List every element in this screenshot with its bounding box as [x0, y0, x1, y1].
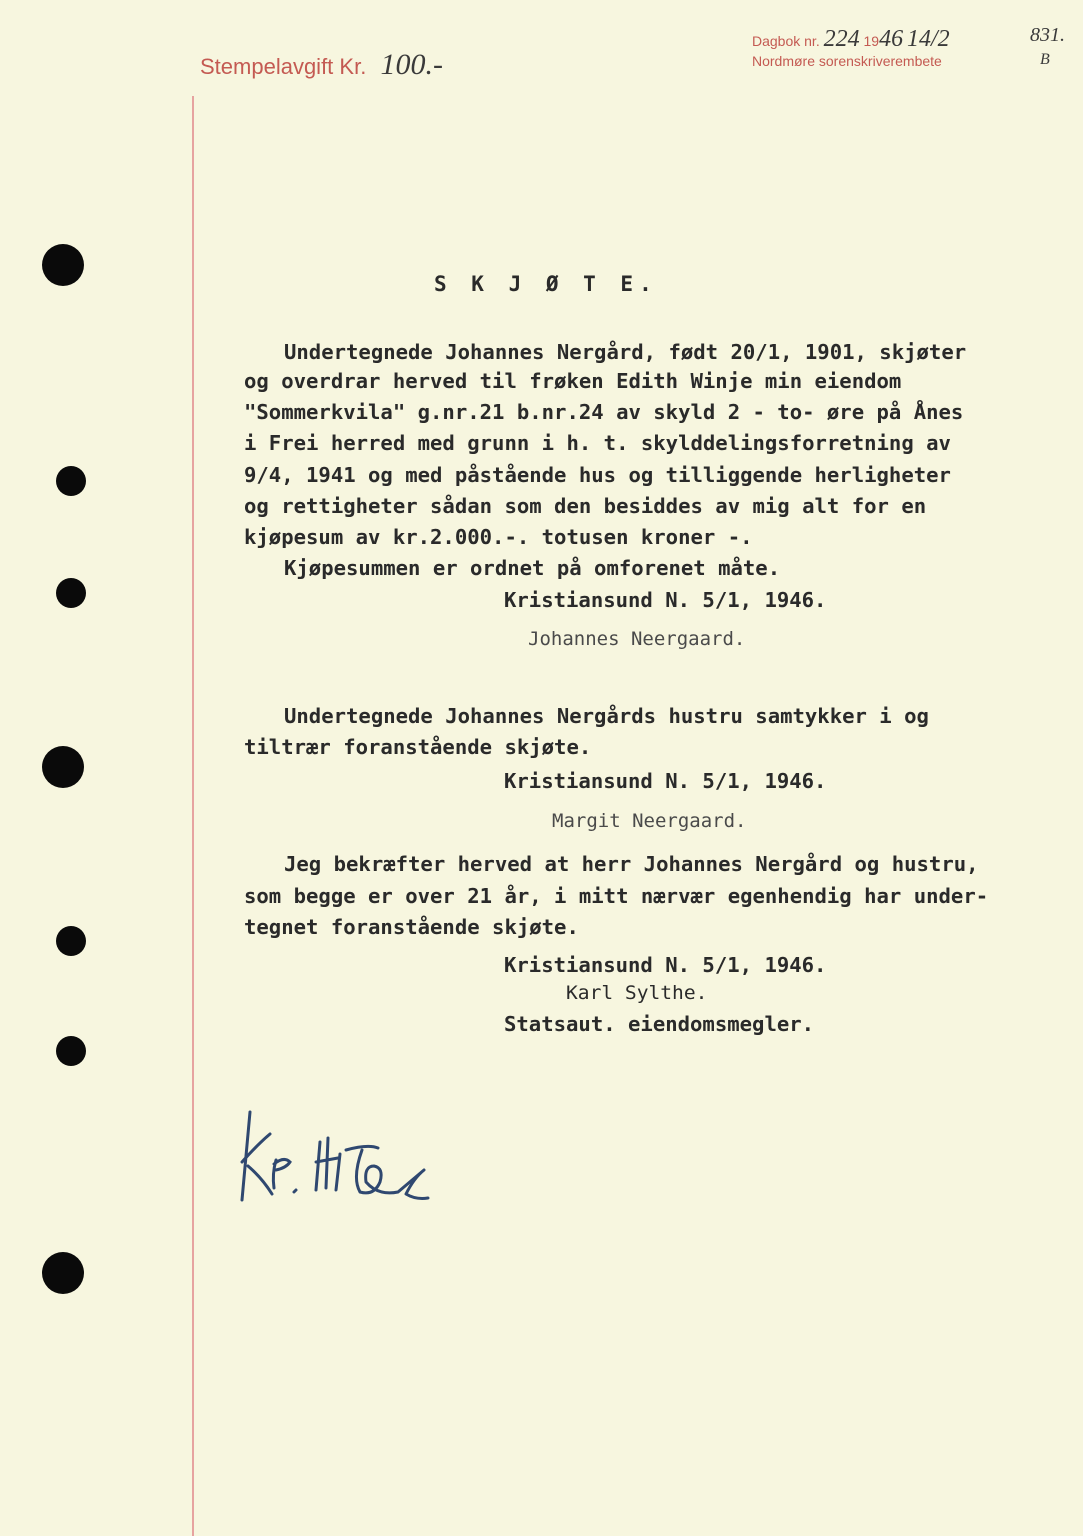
place-date: Kristiansund N. 5/1, 1946.	[504, 953, 827, 977]
text-line: 9/4, 1941 og med påstående hus og tilliggende herligheter	[244, 463, 951, 487]
stamp-duty-label: Stempelavgift Kr.	[200, 54, 367, 79]
stamp-duty-stamp	[200, 48, 443, 82]
place-date: Kristiansund N. 5/1, 1946.	[504, 588, 827, 612]
punch-hole	[42, 244, 84, 286]
punch-hole	[56, 926, 86, 956]
court-office: Nordmøre sorenskriverembete	[752, 53, 942, 69]
margin-line	[192, 96, 194, 1536]
handwritten-annotation	[228, 1104, 448, 1214]
signature: Johannes Neergaard.	[528, 628, 746, 650]
text-line: Undertegnede Johannes Nergård, født 20/1, 1901, skjøter	[284, 340, 967, 364]
signature: Karl Sylthe.	[566, 982, 708, 1004]
stamp-duty-amount: 100.-	[380, 48, 443, 81]
punch-hole	[42, 746, 84, 788]
text-line: tegnet foranstående skjøte.	[244, 915, 579, 939]
journal-year: 46	[879, 26, 904, 52]
journal-date: 14/2	[906, 26, 950, 52]
page-number	[1030, 24, 1065, 70]
place-date: Kristiansund N. 5/1, 1946.	[504, 769, 827, 793]
punch-hole	[56, 466, 86, 496]
document-title: S K J Ø T E.	[434, 272, 658, 296]
journal-stamp	[752, 26, 950, 69]
text-line: Undertegnede Johannes Nergårds hustru samtykker i og	[284, 704, 929, 728]
text-line: "Sommerkvila" g.nr.21 b.nr.24 av skyld 2 - to- øre på Ånes	[244, 400, 964, 424]
text-line: tiltrær foranstående skjøte.	[244, 735, 592, 759]
signer-title: Statsaut. eiendomsmegler.	[504, 1012, 815, 1036]
text-line: og overdrar herved til frøken Edith Winje min eiendom	[244, 369, 902, 393]
text-line: Jeg bekræfter herved at herr Johannes Nergård og hustru,	[284, 852, 979, 876]
text-line: Kjøpesummen er ordnet på omforenet måte.	[284, 556, 781, 580]
punch-hole	[42, 1252, 84, 1294]
text-line: i Frei herred med grunn i h. t. skylddelingsforretning av	[244, 431, 951, 455]
journal-number: 224	[823, 26, 860, 52]
text-line: og rettigheter sådan som den besiddes av mig alt for en	[244, 494, 927, 518]
punch-hole	[56, 578, 86, 608]
text-line: kjøpesum av kr.2.000.-. totusen kroner -.	[244, 525, 753, 549]
page-number-value: 831.	[1030, 24, 1065, 46]
text-line: som begge er over 21 år, i mitt nærvær egenhendig har under-	[244, 884, 989, 908]
signature: Margit Neergaard.	[552, 810, 747, 832]
journal-label: Dagbok nr.	[752, 33, 820, 49]
page-suffix: B	[1040, 51, 1050, 68]
journal-year-prefix: 19	[863, 33, 880, 49]
punch-hole	[56, 1036, 86, 1066]
